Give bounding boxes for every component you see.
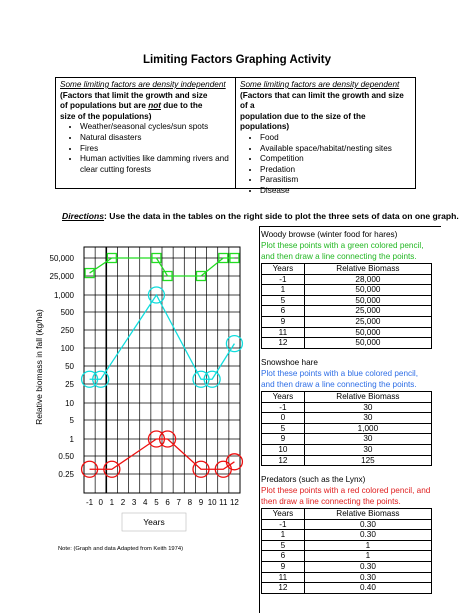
- table-row: [262, 306, 432, 317]
- table-row: [262, 530, 432, 541]
- year-cell: 1: [262, 285, 305, 296]
- column-header: Years: [262, 392, 305, 403]
- y-tick-label: 10: [65, 399, 74, 408]
- dependent-sub-2: population due to the size of the populations): [240, 111, 366, 132]
- column-header: Relative Biomass: [304, 509, 431, 520]
- y-tick-label: 1,000: [53, 291, 74, 300]
- biomass-cell: 0.30: [304, 561, 431, 572]
- independent-heading: Some limiting factors are density independent: [60, 80, 226, 89]
- year-cell: 11: [262, 572, 305, 583]
- column-header: Years: [262, 264, 305, 275]
- table-row: [262, 285, 432, 296]
- y-tick-label: 50: [65, 362, 74, 371]
- source-note: Note: (Graph and data Adapted from Keith 1974): [58, 546, 184, 552]
- y-tick-label: 25,000: [49, 272, 74, 281]
- y-tick-label: 25: [65, 380, 74, 389]
- year-cell: -1: [262, 519, 305, 530]
- column-header: Relative Biomass: [304, 392, 431, 403]
- woody-browse-block: [261, 229, 432, 349]
- x-tick-label: 11: [219, 498, 228, 507]
- x-tick-label: 12: [229, 498, 239, 507]
- biomass-cell: 0.40: [304, 583, 431, 594]
- list-item: • Human activities like damming rivers and clear cutting forests: [80, 154, 231, 175]
- predators-title: Predators (such as the Lynx): [261, 475, 366, 484]
- x-tick-label: 3: [131, 498, 137, 507]
- list-item: • Disease: [260, 186, 411, 197]
- table-row: [262, 434, 432, 445]
- y-tick-label: 0.50: [58, 452, 74, 461]
- list-item: • Predation: [260, 165, 411, 176]
- page-title: Limiting Factors Graphing Activity: [142, 54, 332, 66]
- biomass-cell: 25,000: [304, 306, 431, 317]
- biomass-cell: 0.30: [304, 530, 431, 541]
- biomass-cell: 1: [304, 551, 431, 562]
- x-tick-label: 0: [98, 498, 103, 507]
- year-cell: -1: [262, 274, 305, 285]
- year-cell: 11: [262, 327, 305, 338]
- year-cell: 9: [262, 316, 305, 327]
- table-row: [262, 583, 432, 594]
- biomass-cell: 30: [304, 444, 431, 455]
- year-cell: 9: [262, 561, 305, 572]
- biomass-cell: 50,000: [304, 338, 431, 349]
- list-item: • Natural disasters: [80, 133, 231, 144]
- x-tick-label: 4: [143, 498, 148, 507]
- table-row: [262, 551, 432, 562]
- directions-label: Directions: [62, 211, 105, 221]
- year-cell: 6: [262, 551, 305, 562]
- biomass-cell: 30: [304, 413, 431, 424]
- directions-text: : Use the data in the tables on the right side to plot the three sets of data on one graph.: [104, 211, 459, 221]
- dependent-sub-1: (Factors that can limit the growth and size of a: [240, 90, 404, 111]
- x-tick-label: 8: [187, 498, 193, 507]
- x-tick-label: -1: [86, 498, 94, 507]
- snowshoe-title: Snowshoe hare: [261, 358, 318, 367]
- table-row: [262, 327, 432, 338]
- x-tick-label: 9: [198, 498, 204, 507]
- list-item: • Weather/seasonal cycles/sun spots: [80, 122, 231, 133]
- y-tick-label: 1: [69, 435, 74, 444]
- list-item: • Fires: [80, 144, 231, 155]
- snowshoe-hare-block: [261, 357, 432, 466]
- list-item: • Competition: [260, 154, 411, 165]
- y-tick-label: 250: [60, 326, 74, 335]
- year-cell: 5: [262, 540, 305, 551]
- woody-instructions: Plot these points with a green colored pencil, and then draw a line connecting the points.: [261, 241, 424, 261]
- table-row: [262, 338, 432, 349]
- column-header: Years: [262, 509, 305, 520]
- woody-title: Woody browse (winter food for hares): [261, 230, 398, 239]
- y-axis-label: Relative biomass in fall (kg/ha): [34, 309, 44, 425]
- snowshoe-instructions: Plot these points with a blue colored pencil, and then draw a line connecting the points.: [261, 369, 419, 389]
- x-tick-label: 1: [109, 498, 115, 507]
- independent-sub-3: size of the populations): [60, 111, 152, 121]
- year-cell: 5: [262, 423, 305, 434]
- year-cell: 0: [262, 413, 305, 424]
- dependent-heading: Some limiting factors are density dependent: [240, 80, 400, 89]
- table-row: [262, 561, 432, 572]
- year-cell: 12: [262, 455, 305, 466]
- year-cell: 6: [262, 306, 305, 317]
- biomass-cell: 28,000: [304, 274, 431, 285]
- predators-instructions: Plot these points with a red colored pencil, and then draw a line connecting the points.: [261, 486, 431, 506]
- column-header: Relative Biomass: [304, 264, 431, 275]
- year-cell: -1: [262, 402, 305, 413]
- table-row: [262, 444, 432, 455]
- list-item: • Available space/habitat/nesting sites: [260, 144, 411, 155]
- biomass-cell: 125: [304, 455, 431, 466]
- woody-table: [261, 263, 432, 349]
- year-cell: 12: [262, 583, 305, 594]
- table-row: [262, 455, 432, 466]
- y-tick-label: 500: [60, 308, 74, 317]
- x-axis-label: Years: [143, 517, 165, 527]
- biomass-cell: 50,000: [304, 285, 431, 296]
- table-row: [262, 295, 432, 306]
- table-row: [262, 274, 432, 285]
- biomass-cell: 0.30: [304, 572, 431, 583]
- biomass-cell: 0.30: [304, 519, 431, 530]
- x-tick-label: 2: [120, 498, 126, 507]
- independent-sub-2: of populations but are not due to the: [60, 101, 203, 111]
- snowshoe-table: [261, 391, 432, 466]
- list-item: • Parasitism: [260, 175, 411, 186]
- biomass-cell: 1: [304, 540, 431, 551]
- dependent-list: [240, 133, 411, 197]
- biomass-cell: 30: [304, 434, 431, 445]
- biomass-cell: 25,000: [304, 316, 431, 327]
- table-row: [262, 413, 432, 424]
- table-row: [262, 402, 432, 413]
- y-tick-label: 100: [60, 344, 74, 353]
- independent-sub-1: (Factors that limit the growth and size: [60, 90, 208, 100]
- year-cell: 12: [262, 338, 305, 349]
- list-item: • Food: [260, 133, 411, 144]
- table-row: [262, 316, 432, 327]
- x-tick-label: 6: [165, 498, 170, 507]
- year-cell: 10: [262, 444, 305, 455]
- table-row: [262, 540, 432, 551]
- biomass-cell: 50,000: [304, 295, 431, 306]
- biomass-cell: 50,000: [304, 327, 431, 338]
- density-dependent-column: [235, 78, 415, 195]
- x-tick-label: 5: [154, 498, 159, 507]
- year-cell: 9: [262, 434, 305, 445]
- biomass-cell: 1,000: [304, 423, 431, 434]
- year-cell: 5: [262, 295, 305, 306]
- y-tick-label: 50,000: [49, 254, 74, 263]
- year-cell: 1: [262, 530, 305, 541]
- y-tick-label: 5: [69, 416, 74, 425]
- biomass-cell: 30: [304, 402, 431, 413]
- predators-table: [261, 508, 432, 594]
- y-tick-label: 0.25: [58, 470, 74, 479]
- predators-block: [261, 474, 432, 594]
- table-row: [262, 572, 432, 583]
- table-row: [262, 519, 432, 530]
- x-tick-label: 7: [176, 498, 181, 507]
- x-tick-label: 10: [207, 498, 217, 507]
- table-row: [262, 423, 432, 434]
